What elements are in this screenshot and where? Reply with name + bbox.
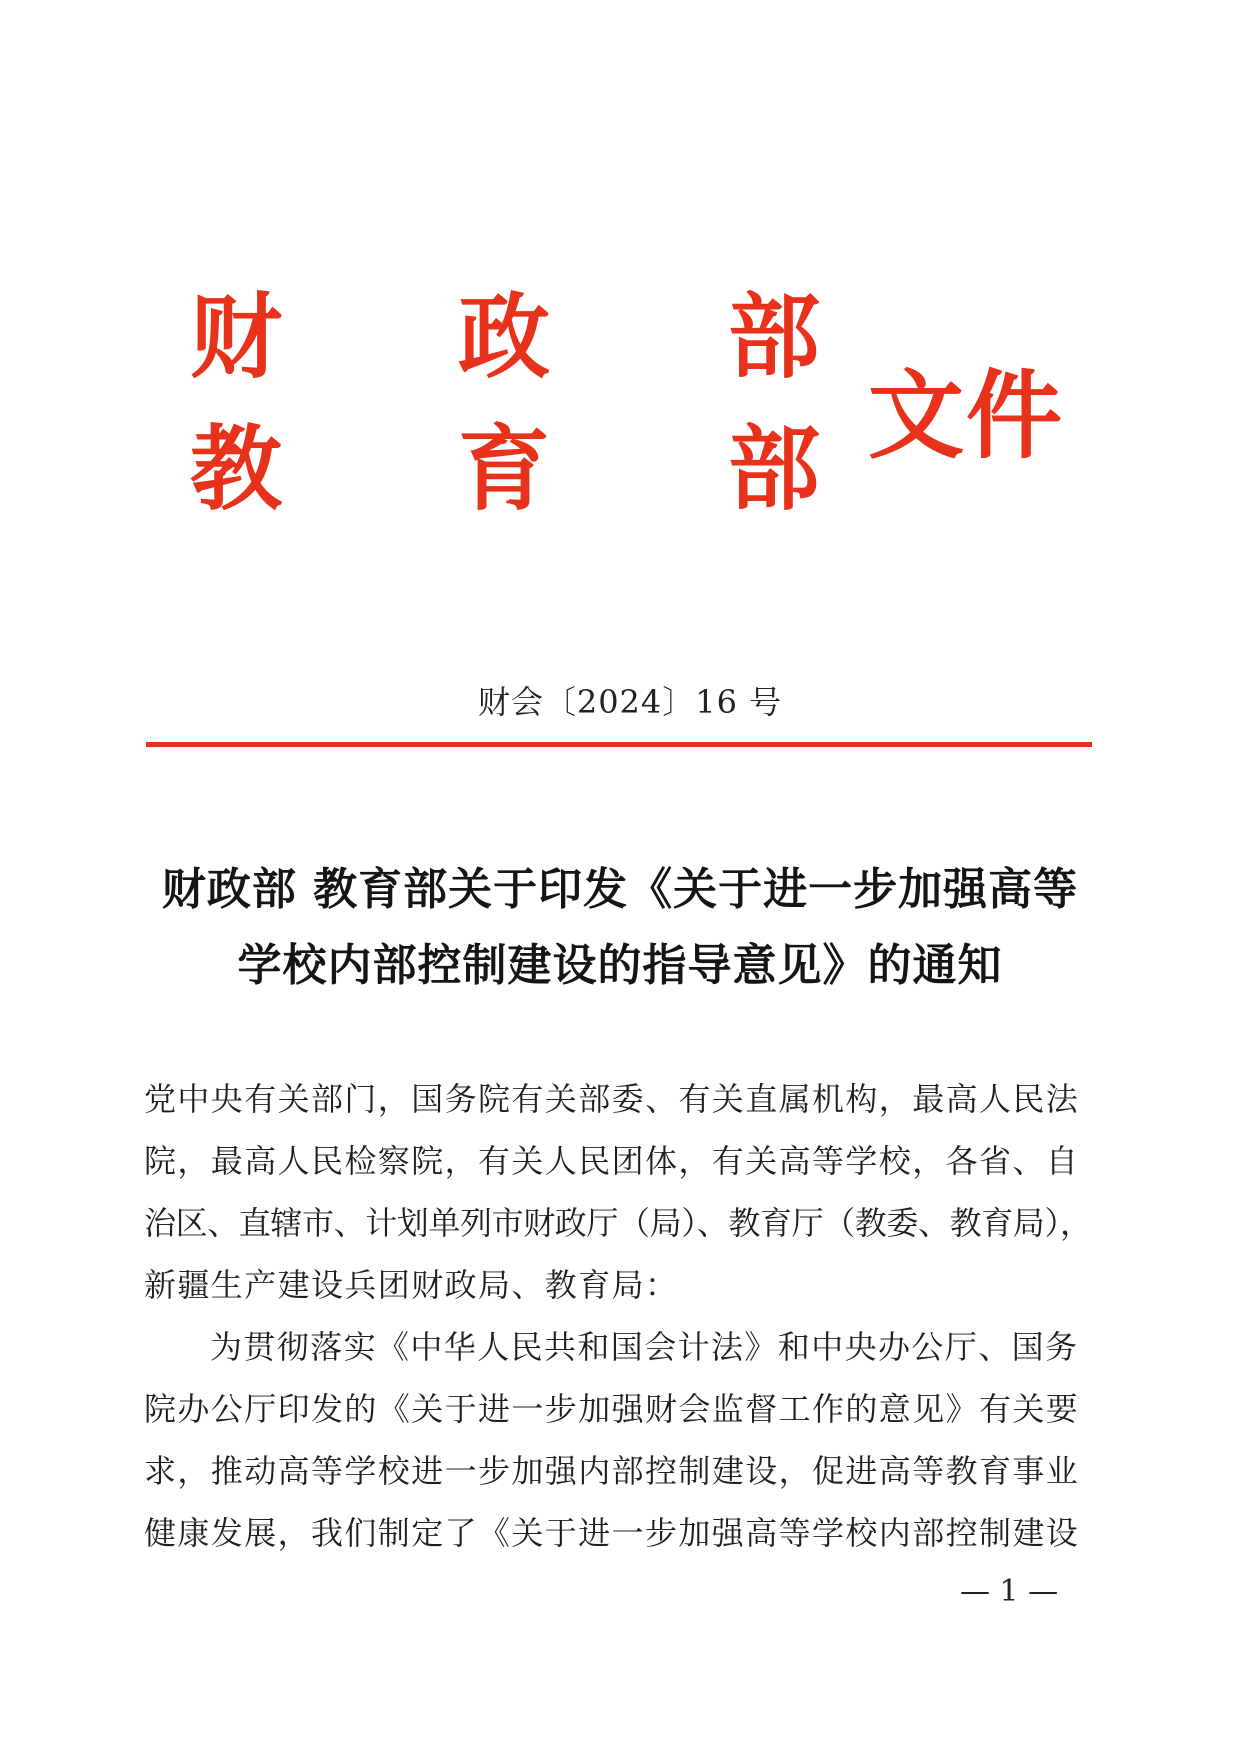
body-line: 治区、直辖市、计划单列市财政厅（局）、教育厅（教委、教育局）， [144, 1204, 1092, 1242]
masthead-char: 教 [190, 416, 283, 523]
document-title [140, 852, 1100, 1004]
document-body [144, 1068, 1100, 1564]
masthead-char: 部 [728, 416, 821, 523]
masthead-doc-label: 文件 [868, 360, 1064, 472]
masthead-char: 部 [728, 284, 821, 391]
masthead-char: 政 [458, 284, 551, 391]
title-line: 学校内部控制建设的指导意见》的通知 [237, 940, 1003, 991]
masthead-char: 财 [190, 284, 283, 391]
body-line: 党中央有关部门，国务院有关部委、有关直属机构，最高人民法 [144, 1080, 1080, 1118]
body-line: 新疆生产建设兵团财政局、教育局： [144, 1266, 679, 1304]
red-divider [146, 742, 1092, 747]
masthead-char: 育 [458, 416, 551, 523]
body-line: 求，推动高等学校进一步加强内部控制建设，促进高等教育事业 [144, 1452, 1080, 1490]
body-line: 为贯彻落实《中华人民共和国会计法》和中央办公厅、国务 [210, 1328, 1079, 1366]
page-number: — 1 — [960, 1574, 1059, 1609]
body-line: 健康发展，我们制定了《关于进一步加强高等学校内部控制建设 [144, 1514, 1080, 1552]
body-line: 院，最高人民检察院，有关人民团体，有关高等学校，各省、自 [144, 1142, 1080, 1180]
document-number: 财会〔2024〕16 号 [477, 683, 783, 721]
body-line: 院办公厅印发的《关于进一步加强财会监督工作的意见》有关要 [144, 1390, 1080, 1428]
title-line: 财政部 教育部关于印发《关于进一步加强高等 [161, 864, 1079, 915]
